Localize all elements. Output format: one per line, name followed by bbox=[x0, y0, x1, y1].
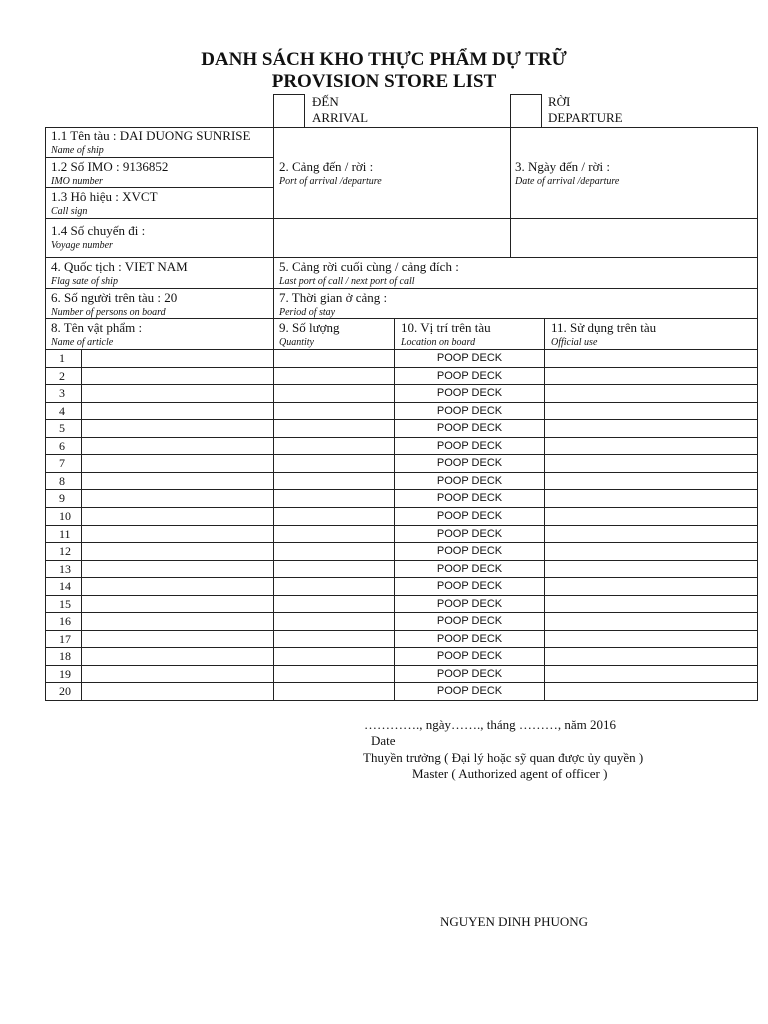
period-of-stay: 7. Thời gian ở cảng : bbox=[279, 290, 388, 305]
col-header-article-sub: Name of article bbox=[51, 337, 114, 348]
departure-checkbox[interactable] bbox=[510, 94, 542, 127]
row-number: 3 bbox=[59, 386, 65, 400]
row-location: POOP DECK bbox=[436, 615, 503, 627]
flag-state-sub: Flag sate of ship bbox=[51, 276, 118, 287]
col-header-quantity-sub: Quantity bbox=[279, 337, 314, 348]
col-header-official-use: 11. Sử dụng trên tàu bbox=[551, 320, 657, 335]
date-of-arrival-sub: Date of arrival /departure bbox=[515, 176, 620, 187]
call-sign-sub: Call sign bbox=[51, 206, 88, 217]
master-label-vn: Thuyền trưởng ( Đại lý hoặc sỹ quan được ủy quyền ) bbox=[363, 750, 644, 765]
row-number: 11 bbox=[59, 527, 71, 541]
row-number: 20 bbox=[59, 684, 71, 698]
row-location: POOP DECK bbox=[436, 668, 503, 680]
call-sign: 1.3 Hô hiệu : XVCT bbox=[51, 189, 158, 204]
period-of-stay-sub: Period of stay bbox=[279, 307, 336, 318]
arrival-label-vn: ĐẾN bbox=[312, 94, 339, 109]
arrival-label-en: ARRIVAL bbox=[312, 110, 369, 125]
date-of-arrival: 3. Ngày đến / rời : bbox=[515, 159, 610, 174]
imo-number: 1.2 Số IMO : 9136852 bbox=[51, 159, 169, 174]
row-number: 19 bbox=[59, 667, 71, 681]
col-header-location-sub: Location on board bbox=[401, 337, 476, 348]
persons-on-board-sub: Number of persons on board bbox=[51, 307, 166, 318]
master-label-en: Master ( Authorized agent of officer ) bbox=[412, 766, 608, 781]
departure-label-vn: RỜI bbox=[548, 94, 571, 109]
row-location: POOP DECK bbox=[436, 685, 503, 697]
row-number: 12 bbox=[59, 544, 71, 558]
row-location: POOP DECK bbox=[436, 563, 503, 575]
row-location: POOP DECK bbox=[436, 352, 503, 364]
row-number: 17 bbox=[59, 632, 71, 646]
row-number: 9 bbox=[59, 491, 65, 505]
col-header-quantity: 9. Số lượng bbox=[279, 320, 340, 335]
port-of-arrival: 2. Cảng đến / rời : bbox=[279, 159, 374, 174]
row-location: POOP DECK bbox=[436, 457, 503, 469]
row-location: POOP DECK bbox=[436, 580, 503, 592]
imo-number-sub: IMO number bbox=[51, 176, 103, 187]
row-location: POOP DECK bbox=[436, 650, 503, 662]
row-number: 15 bbox=[59, 597, 71, 611]
last-port-sub: Last port of call / next port of call bbox=[279, 276, 415, 287]
row-location: POOP DECK bbox=[436, 405, 503, 417]
row-number: 1 bbox=[59, 351, 65, 365]
row-location: POOP DECK bbox=[436, 598, 503, 610]
title-vietnamese: DANH SÁCH KHO THỰC PHẨM DỰ TRỮ bbox=[201, 49, 567, 70]
row-location: POOP DECK bbox=[436, 633, 503, 645]
row-location: POOP DECK bbox=[436, 370, 503, 382]
date-label: Date bbox=[371, 733, 396, 748]
signatory-name: NGUYEN DINH PHUONG bbox=[440, 914, 589, 929]
row-location: POOP DECK bbox=[436, 492, 503, 504]
col-header-article: 8. Tên vật phẩm : bbox=[51, 320, 143, 335]
row-location: POOP DECK bbox=[436, 545, 503, 557]
voyage-number: 1.4 Số chuyến đi : bbox=[51, 223, 146, 238]
row-number: 8 bbox=[59, 474, 65, 488]
row-number: 18 bbox=[59, 649, 71, 663]
last-port: 5. Cảng rời cuối cùng / cảng đích : bbox=[279, 259, 459, 274]
ship-name-sub: Name of ship bbox=[51, 145, 104, 156]
row-number: 10 bbox=[59, 509, 71, 523]
row-number: 4 bbox=[59, 404, 65, 418]
row-number: 2 bbox=[59, 369, 65, 383]
date-line: …………., ngày……., tháng ………, năm 2016 bbox=[364, 717, 617, 732]
row-number: 5 bbox=[59, 421, 65, 435]
row-location: POOP DECK bbox=[436, 528, 503, 540]
col-header-location: 10. Vị trí trên tàu bbox=[401, 320, 491, 335]
port-of-arrival-sub: Port of arrival /departure bbox=[279, 176, 382, 187]
departure-label-en: DEPARTURE bbox=[548, 110, 623, 125]
row-number: 7 bbox=[59, 456, 65, 470]
row-location: POOP DECK bbox=[436, 440, 503, 452]
row-location: POOP DECK bbox=[436, 475, 503, 487]
persons-on-board: 6. Số người trên tàu : 20 bbox=[51, 290, 178, 305]
row-number: 6 bbox=[59, 439, 65, 453]
row-location: POOP DECK bbox=[436, 422, 503, 434]
col-header-official-use-sub: Official use bbox=[551, 337, 598, 348]
title-english: PROVISION STORE LIST bbox=[271, 71, 497, 92]
arrival-checkbox[interactable] bbox=[273, 94, 305, 127]
row-number: 14 bbox=[59, 579, 71, 593]
flag-state: 4. Quốc tịch : VIET NAM bbox=[51, 259, 188, 274]
voyage-number-sub: Voyage number bbox=[51, 240, 113, 251]
row-location: POOP DECK bbox=[436, 510, 503, 522]
row-number: 13 bbox=[59, 562, 71, 576]
ship-name: 1.1 Tên tàu : DAI DUONG SUNRISE bbox=[51, 128, 251, 143]
row-number: 16 bbox=[59, 614, 71, 628]
row-location: POOP DECK bbox=[436, 387, 503, 399]
